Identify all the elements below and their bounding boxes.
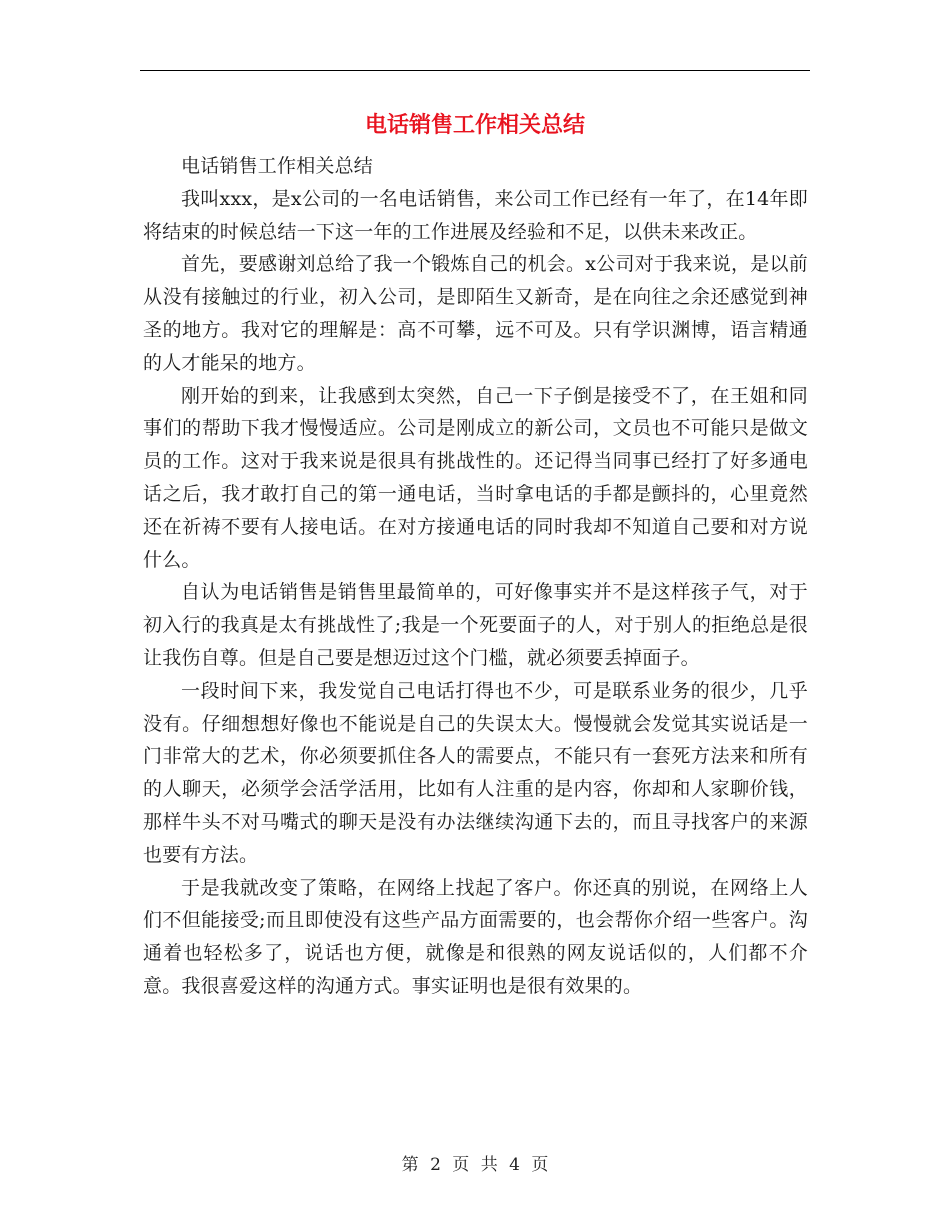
paragraph-subtitle: 电话销售工作相关总结: [181, 155, 374, 177]
paragraph-challenge: 自认为电话销售是销售里最简单的，可好像事实并不是这样孩子气，对于初入行的我真是太有挑战性了;我是一个死要面子的人，对于别人的拒绝总是很让我伤自尊。但是自己要是想迈过这个门槛，就必须要丢掉面子。: [143, 581, 808, 669]
header-rule: [140, 70, 810, 71]
document-body: [143, 150, 808, 1003]
paragraph-thanks: 首先，要感谢刘总给了我一个锻炼自己的机会。x公司对于我来说，是以前从没有接触过的行业，初入公司，是即陌生又新奇，是在向往之余还感觉到神圣的地方。我对它的理解是：高不可攀，远不可及。只有学识渊博，语言精通的人才能呆的地方。: [143, 253, 808, 374]
page-number-footer: 第 2 页 共 4 页: [401, 1155, 549, 1175]
paragraph-beginning: 刚开始的到来，让我感到太突然，自己一下子倒是接受不了，在王姐和同事们的帮助下我才慢慢适应。公司是刚成立的新公司，文员也不可能只是做文员的工作。这对于我来说是很具有挑战性的。还记得当同事已经打了好多通电话之后，我才敢打自己的第一通电话，当时拿电话的手都是颤抖的，心里竟然还在祈祷不要有人接电话。在对方接通电话的同时我却不知道自己要和对方说什么。: [143, 384, 808, 571]
paragraph-intro: 我叫xxx，是x公司的一名电话销售，来公司工作已经有一年了，在14年即将结束的时候总结一下这一年的工作进展及经验和不足，以供未来改正。: [143, 187, 808, 243]
paragraph-reflection: 一段时间下来，我发觉自己电话打得也不少，可是联系业务的很少，几乎没有。仔细想想好像也不能说是自己的失误太大。慢慢就会发觉其实说话是一门非常大的艺术，你必须要抓住各人的需要点，不能只有一套死方法来和所有的人聊天，必须学会活学活用，比如有人注重的是内容，你却和人家聊价钱，那样牛头不对马嘴式的聊天是没有办法继续沟通下去的，而且寻找客户的来源也要有方法。: [143, 679, 808, 866]
document-title: 电话销售工作相关总结: [364, 113, 585, 138]
paragraph-strategy: 于是我就改变了策略，在网络上找起了客户。你还真的别说，在网络上人们不但能接受;而且即使没有这些产品方面需要的，也会帮你介绍一些客户。沟通着也轻松多了，说话也方便，就像是和很熟的网友说话似的，人们都不介意。我很喜爱这样的沟通方式。事实证明也是很有效果的。: [143, 876, 808, 997]
